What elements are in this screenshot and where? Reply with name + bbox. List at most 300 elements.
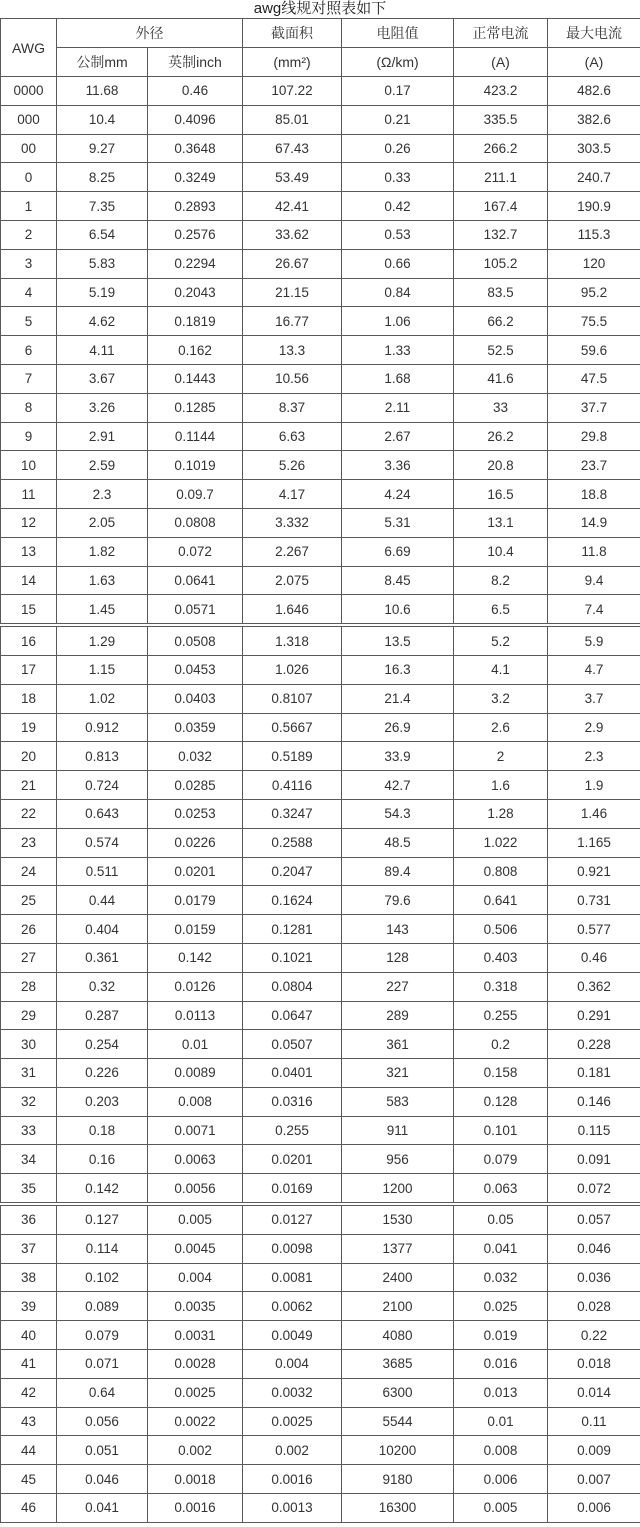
cell-imperial-inch: 0.142 xyxy=(148,943,243,972)
cell-normal-current: 0.008 xyxy=(454,1436,548,1465)
cell-imperial-inch: 0.2043 xyxy=(148,278,243,307)
cell-max-current: 0.046 xyxy=(548,1234,640,1263)
table-row xyxy=(1,799,640,828)
cell-resistance: 2100 xyxy=(342,1292,454,1321)
cell-awg: 00 xyxy=(1,134,57,163)
cell-awg: 000 xyxy=(1,105,57,134)
cell-awg: 7 xyxy=(1,364,57,393)
table-row xyxy=(1,742,640,771)
cell-metric-mm: 0.089 xyxy=(57,1292,148,1321)
cell-normal-current: 0.01 xyxy=(454,1407,548,1436)
cell-resistance: 6.69 xyxy=(342,537,454,566)
cell-metric-mm: 1.82 xyxy=(57,537,148,566)
cell-resistance: 89.4 xyxy=(342,857,454,886)
cell-normal-current: 52.5 xyxy=(454,336,548,365)
cell-metric-mm: 0.046 xyxy=(57,1465,148,1494)
cell-normal-current: 335.5 xyxy=(454,105,548,134)
cell-normal-current: 1.6 xyxy=(454,771,548,800)
cell-normal-current: 66.2 xyxy=(454,307,548,336)
cell-cross-section: 1.026 xyxy=(243,655,342,684)
table-row xyxy=(1,192,640,221)
cell-max-current: 190.9 xyxy=(548,192,640,221)
cell-imperial-inch: 0.09.7 xyxy=(148,480,243,509)
cell-resistance: 9180 xyxy=(342,1465,454,1494)
awg-wire-gauge-table xyxy=(0,18,640,1523)
cell-cross-section: 0.0032 xyxy=(243,1378,342,1407)
cell-max-current: 14.9 xyxy=(548,508,640,537)
table-row xyxy=(1,1321,640,1350)
header-max-current: 最大电流 xyxy=(548,19,640,48)
cell-imperial-inch: 0.0022 xyxy=(148,1407,243,1436)
cell-resistance: 0.53 xyxy=(342,220,454,249)
cell-cross-section: 0.0201 xyxy=(243,1145,342,1174)
table-row xyxy=(1,1263,640,1292)
cell-imperial-inch: 0.0179 xyxy=(148,886,243,915)
cell-metric-mm: 0.102 xyxy=(57,1263,148,1292)
cell-normal-current: 2.6 xyxy=(454,713,548,742)
table-row xyxy=(1,1234,640,1263)
cell-awg: 15 xyxy=(1,595,57,625)
table-row xyxy=(1,1059,640,1088)
cell-normal-current: 0.063 xyxy=(454,1174,548,1204)
cell-resistance: 21.4 xyxy=(342,684,454,713)
cell-normal-current: 0.403 xyxy=(454,943,548,972)
cell-cross-section: 0.0081 xyxy=(243,1263,342,1292)
cell-metric-mm: 0.114 xyxy=(57,1234,148,1263)
cell-max-current: 0.228 xyxy=(548,1030,640,1059)
cell-metric-mm: 0.071 xyxy=(57,1350,148,1379)
cell-normal-current: 211.1 xyxy=(454,163,548,192)
cell-max-current: 75.5 xyxy=(548,307,640,336)
table-row xyxy=(1,655,640,684)
cell-cross-section: 21.15 xyxy=(243,278,342,307)
table-row xyxy=(1,684,640,713)
cell-imperial-inch: 0.0285 xyxy=(148,771,243,800)
header-max-current-unit: (A) xyxy=(548,48,640,77)
cell-max-current: 0.731 xyxy=(548,886,640,915)
cell-awg: 3 xyxy=(1,249,57,278)
cell-imperial-inch: 0.0016 xyxy=(148,1494,243,1523)
table-row xyxy=(1,828,640,857)
cell-resistance: 10.6 xyxy=(342,595,454,625)
cell-cross-section: 0.0647 xyxy=(243,1001,342,1030)
cell-normal-current: 5.2 xyxy=(454,625,548,655)
cell-normal-current: 0.025 xyxy=(454,1292,548,1321)
cell-imperial-inch: 0.002 xyxy=(148,1436,243,1465)
cell-resistance: 0.84 xyxy=(342,278,454,307)
cell-cross-section: 0.0025 xyxy=(243,1407,342,1436)
cell-max-current: 4.7 xyxy=(548,655,640,684)
cell-awg: 4 xyxy=(1,278,57,307)
cell-metric-mm: 9.27 xyxy=(57,134,148,163)
cell-awg: 9 xyxy=(1,422,57,451)
table-row xyxy=(1,249,640,278)
cell-max-current: 0.181 xyxy=(548,1059,640,1088)
cell-metric-mm: 0.643 xyxy=(57,799,148,828)
cell-resistance: 2.67 xyxy=(342,422,454,451)
cell-awg: 44 xyxy=(1,1436,57,1465)
cell-awg: 38 xyxy=(1,1263,57,1292)
cell-max-current: 1.9 xyxy=(548,771,640,800)
cell-max-current: 382.6 xyxy=(548,105,640,134)
table-row xyxy=(1,566,640,595)
cell-resistance: 16.3 xyxy=(342,655,454,684)
cell-normal-current: 0.013 xyxy=(454,1378,548,1407)
cell-resistance: 33.9 xyxy=(342,742,454,771)
cell-cross-section: 0.2588 xyxy=(243,828,342,857)
cell-max-current: 0.146 xyxy=(548,1087,640,1116)
cell-imperial-inch: 0.072 xyxy=(148,537,243,566)
cell-cross-section: 3.332 xyxy=(243,508,342,537)
cell-imperial-inch: 0.0113 xyxy=(148,1001,243,1030)
cell-normal-current: 0.101 xyxy=(454,1116,548,1145)
cell-cross-section: 33.62 xyxy=(243,220,342,249)
cell-awg: 41 xyxy=(1,1350,57,1379)
cell-imperial-inch: 0.0571 xyxy=(148,595,243,625)
cell-awg: 6 xyxy=(1,336,57,365)
cell-imperial-inch: 0.0045 xyxy=(148,1234,243,1263)
cell-max-current: 0.009 xyxy=(548,1436,640,1465)
cell-awg: 42 xyxy=(1,1378,57,1407)
cell-awg: 22 xyxy=(1,799,57,828)
cell-metric-mm: 8.25 xyxy=(57,163,148,192)
cell-resistance: 6300 xyxy=(342,1378,454,1407)
header-imperial-inch: 英制inch xyxy=(148,48,243,77)
table-row xyxy=(1,1204,640,1234)
cell-normal-current: 0.641 xyxy=(454,886,548,915)
cell-resistance: 128 xyxy=(342,943,454,972)
cell-resistance: 13.5 xyxy=(342,625,454,655)
cell-max-current: 0.028 xyxy=(548,1292,640,1321)
cell-resistance: 3685 xyxy=(342,1350,454,1379)
cell-resistance: 10200 xyxy=(342,1436,454,1465)
cell-awg: 35 xyxy=(1,1174,57,1204)
cell-metric-mm: 2.05 xyxy=(57,508,148,537)
cell-resistance: 361 xyxy=(342,1030,454,1059)
cell-awg: 31 xyxy=(1,1059,57,1088)
cell-resistance: 0.26 xyxy=(342,134,454,163)
header-normal-current: 正常电流 xyxy=(454,19,548,48)
cell-resistance: 0.42 xyxy=(342,192,454,221)
cell-metric-mm: 1.63 xyxy=(57,566,148,595)
cell-awg: 23 xyxy=(1,828,57,857)
cell-max-current: 37.7 xyxy=(548,393,640,422)
cell-resistance: 0.66 xyxy=(342,249,454,278)
cell-metric-mm: 0.361 xyxy=(57,943,148,972)
table-row xyxy=(1,1436,640,1465)
cell-normal-current: 0.158 xyxy=(454,1059,548,1088)
cell-cross-section: 0.002 xyxy=(243,1436,342,1465)
cell-cross-section: 0.1021 xyxy=(243,943,342,972)
cell-normal-current: 266.2 xyxy=(454,134,548,163)
cell-imperial-inch: 0.1144 xyxy=(148,422,243,451)
cell-cross-section: 0.0316 xyxy=(243,1087,342,1116)
cell-cross-section: 0.1624 xyxy=(243,886,342,915)
table-row xyxy=(1,771,640,800)
cell-max-current: 115.3 xyxy=(548,220,640,249)
cell-normal-current: 0.041 xyxy=(454,1234,548,1263)
cell-normal-current: 0.079 xyxy=(454,1145,548,1174)
cell-metric-mm: 3.26 xyxy=(57,393,148,422)
cell-metric-mm: 2.59 xyxy=(57,451,148,480)
cell-max-current: 95.2 xyxy=(548,278,640,307)
cell-resistance: 42.7 xyxy=(342,771,454,800)
cell-metric-mm: 0.64 xyxy=(57,1378,148,1407)
cell-awg: 34 xyxy=(1,1145,57,1174)
cell-metric-mm: 0.813 xyxy=(57,742,148,771)
cell-metric-mm: 0.056 xyxy=(57,1407,148,1436)
cell-max-current: 240.7 xyxy=(548,163,640,192)
cell-imperial-inch: 0.0403 xyxy=(148,684,243,713)
cell-cross-section: 0.8107 xyxy=(243,684,342,713)
cell-resistance: 4.24 xyxy=(342,480,454,509)
cell-max-current: 1.46 xyxy=(548,799,640,828)
cell-normal-current: 13.1 xyxy=(454,508,548,537)
cell-imperial-inch: 0.2576 xyxy=(148,220,243,249)
header-row-2 xyxy=(1,48,640,77)
cell-awg: 30 xyxy=(1,1030,57,1059)
cell-metric-mm: 1.02 xyxy=(57,684,148,713)
cell-max-current: 11.8 xyxy=(548,537,640,566)
cell-normal-current: 83.5 xyxy=(454,278,548,307)
cell-max-current: 9.4 xyxy=(548,566,640,595)
cell-metric-mm: 0.18 xyxy=(57,1116,148,1145)
cell-resistance: 48.5 xyxy=(342,828,454,857)
cell-resistance: 3.36 xyxy=(342,451,454,480)
table-row xyxy=(1,886,640,915)
table-row xyxy=(1,972,640,1001)
cell-normal-current: 16.5 xyxy=(454,480,548,509)
cell-metric-mm: 0.912 xyxy=(57,713,148,742)
cell-cross-section: 16.77 xyxy=(243,307,342,336)
cell-cross-section: 0.0401 xyxy=(243,1059,342,1088)
cell-metric-mm: 0.287 xyxy=(57,1001,148,1030)
table-body xyxy=(1,77,640,1523)
cell-max-current: 0.006 xyxy=(548,1494,640,1523)
cell-imperial-inch: 0.0071 xyxy=(148,1116,243,1145)
cell-cross-section: 0.2047 xyxy=(243,857,342,886)
cell-awg: 19 xyxy=(1,713,57,742)
cell-cross-section: 0.004 xyxy=(243,1350,342,1379)
cell-metric-mm: 2.3 xyxy=(57,480,148,509)
cell-imperial-inch: 0.2294 xyxy=(148,249,243,278)
cell-max-current: 0.007 xyxy=(548,1465,640,1494)
table-row xyxy=(1,134,640,163)
cell-metric-mm: 3.67 xyxy=(57,364,148,393)
table-row xyxy=(1,1407,640,1436)
cell-normal-current: 167.4 xyxy=(454,192,548,221)
cell-cross-section: 13.3 xyxy=(243,336,342,365)
cell-normal-current: 10.4 xyxy=(454,537,548,566)
cell-imperial-inch: 0.0063 xyxy=(148,1145,243,1174)
cell-normal-current: 41.6 xyxy=(454,364,548,393)
cell-imperial-inch: 0.0201 xyxy=(148,857,243,886)
table-row xyxy=(1,713,640,742)
cell-max-current: 23.7 xyxy=(548,451,640,480)
table-row xyxy=(1,220,640,249)
table-row xyxy=(1,1145,640,1174)
table-row xyxy=(1,1292,640,1321)
cell-metric-mm: 0.404 xyxy=(57,915,148,944)
cell-awg: 29 xyxy=(1,1001,57,1030)
cell-normal-current: 4.1 xyxy=(454,655,548,684)
cell-cross-section: 85.01 xyxy=(243,105,342,134)
cell-awg: 21 xyxy=(1,771,57,800)
cell-imperial-inch: 0.0035 xyxy=(148,1292,243,1321)
cell-imperial-inch: 0.4096 xyxy=(148,105,243,134)
cell-normal-current: 0.032 xyxy=(454,1263,548,1292)
header-awg: AWG xyxy=(1,19,57,77)
cell-resistance: 0.33 xyxy=(342,163,454,192)
cell-imperial-inch: 0.0808 xyxy=(148,508,243,537)
header-metric-mm: 公制mm xyxy=(57,48,148,77)
cell-resistance: 911 xyxy=(342,1116,454,1145)
cell-imperial-inch: 0.162 xyxy=(148,336,243,365)
table-row xyxy=(1,1378,640,1407)
cell-max-current: 0.091 xyxy=(548,1145,640,1174)
cell-max-current: 303.5 xyxy=(548,134,640,163)
cell-imperial-inch: 0.0028 xyxy=(148,1350,243,1379)
cell-normal-current: 0.006 xyxy=(454,1465,548,1494)
cell-resistance: 1377 xyxy=(342,1234,454,1263)
cell-metric-mm: 0.041 xyxy=(57,1494,148,1523)
cell-normal-current: 0.808 xyxy=(454,857,548,886)
table-row xyxy=(1,625,640,655)
cell-normal-current: 8.2 xyxy=(454,566,548,595)
cell-metric-mm: 4.62 xyxy=(57,307,148,336)
cell-resistance: 321 xyxy=(342,1059,454,1088)
table-row xyxy=(1,1001,640,1030)
cell-resistance: 79.6 xyxy=(342,886,454,915)
cell-metric-mm: 11.68 xyxy=(57,77,148,106)
cell-cross-section: 5.26 xyxy=(243,451,342,480)
cell-cross-section: 2.075 xyxy=(243,566,342,595)
header-cross-section: 截面积 xyxy=(243,19,342,48)
cell-normal-current: 0.05 xyxy=(454,1204,548,1234)
table-row xyxy=(1,1116,640,1145)
header-resistance: 电阻值 xyxy=(342,19,454,48)
cell-normal-current: 26.2 xyxy=(454,422,548,451)
table-row xyxy=(1,278,640,307)
table-row xyxy=(1,1087,640,1116)
cell-metric-mm: 7.35 xyxy=(57,192,148,221)
cell-metric-mm: 6.54 xyxy=(57,220,148,249)
cell-imperial-inch: 0.0159 xyxy=(148,915,243,944)
cell-max-current: 0.921 xyxy=(548,857,640,886)
cell-normal-current: 0.005 xyxy=(454,1494,548,1523)
cell-normal-current: 2 xyxy=(454,742,548,771)
cell-resistance: 8.45 xyxy=(342,566,454,595)
cell-awg: 0 xyxy=(1,163,57,192)
cell-resistance: 1.33 xyxy=(342,336,454,365)
table-row xyxy=(1,163,640,192)
header-resistance-unit: (Ω/km) xyxy=(342,48,454,77)
table-row xyxy=(1,422,640,451)
cell-imperial-inch: 0.0025 xyxy=(148,1378,243,1407)
cell-awg: 26 xyxy=(1,915,57,944)
cell-imperial-inch: 0.0453 xyxy=(148,655,243,684)
cell-imperial-inch: 0.3648 xyxy=(148,134,243,163)
cell-metric-mm: 10.4 xyxy=(57,105,148,134)
cell-max-current: 482.6 xyxy=(548,77,640,106)
cell-cross-section: 2.267 xyxy=(243,537,342,566)
cell-cross-section: 53.49 xyxy=(243,163,342,192)
cell-imperial-inch: 0.0226 xyxy=(148,828,243,857)
cell-resistance: 143 xyxy=(342,915,454,944)
cell-resistance: 956 xyxy=(342,1145,454,1174)
cell-max-current: 0.22 xyxy=(548,1321,640,1350)
cell-imperial-inch: 0.004 xyxy=(148,1263,243,1292)
cell-max-current: 29.8 xyxy=(548,422,640,451)
cell-max-current: 59.6 xyxy=(548,336,640,365)
cell-metric-mm: 0.32 xyxy=(57,972,148,1001)
cell-awg: 14 xyxy=(1,566,57,595)
cell-cross-section: 107.22 xyxy=(243,77,342,106)
cell-normal-current: 0.2 xyxy=(454,1030,548,1059)
cell-awg: 46 xyxy=(1,1494,57,1523)
cell-resistance: 227 xyxy=(342,972,454,1001)
cell-resistance: 583 xyxy=(342,1087,454,1116)
table-row xyxy=(1,393,640,422)
cell-metric-mm: 2.91 xyxy=(57,422,148,451)
cell-normal-current: 423.2 xyxy=(454,77,548,106)
cell-imperial-inch: 0.1443 xyxy=(148,364,243,393)
table-row xyxy=(1,508,640,537)
table-row xyxy=(1,943,640,972)
cell-cross-section: 0.0062 xyxy=(243,1292,342,1321)
cell-normal-current: 0.255 xyxy=(454,1001,548,1030)
cell-awg: 32 xyxy=(1,1087,57,1116)
cell-max-current: 7.4 xyxy=(548,595,640,625)
cell-metric-mm: 1.45 xyxy=(57,595,148,625)
cell-cross-section: 0.0804 xyxy=(243,972,342,1001)
cell-normal-current: 0.506 xyxy=(454,915,548,944)
cell-metric-mm: 0.226 xyxy=(57,1059,148,1088)
cell-normal-current: 33 xyxy=(454,393,548,422)
cell-metric-mm: 1.29 xyxy=(57,625,148,655)
cell-imperial-inch: 0.3249 xyxy=(148,163,243,192)
table-row xyxy=(1,1174,640,1204)
table-row xyxy=(1,1350,640,1379)
cell-cross-section: 0.5189 xyxy=(243,742,342,771)
cell-cross-section: 10.56 xyxy=(243,364,342,393)
cell-cross-section: 0.0049 xyxy=(243,1321,342,1350)
cell-awg: 27 xyxy=(1,943,57,972)
cell-max-current: 5.9 xyxy=(548,625,640,655)
cell-max-current: 120 xyxy=(548,249,640,278)
cell-awg: 39 xyxy=(1,1292,57,1321)
cell-normal-current: 132.7 xyxy=(454,220,548,249)
cell-max-current: 18.8 xyxy=(548,480,640,509)
cell-awg: 43 xyxy=(1,1407,57,1436)
table-row xyxy=(1,105,640,134)
cell-cross-section: 1.318 xyxy=(243,625,342,655)
cell-normal-current: 105.2 xyxy=(454,249,548,278)
cell-awg: 8 xyxy=(1,393,57,422)
cell-max-current: 0.072 xyxy=(548,1174,640,1204)
cell-max-current: 2.9 xyxy=(548,713,640,742)
cell-awg: 25 xyxy=(1,886,57,915)
cell-awg: 20 xyxy=(1,742,57,771)
cell-metric-mm: 4.11 xyxy=(57,336,148,365)
cell-max-current: 1.165 xyxy=(548,828,640,857)
cell-resistance: 289 xyxy=(342,1001,454,1030)
header-cross-section-unit: (mm²) xyxy=(243,48,342,77)
cell-metric-mm: 5.19 xyxy=(57,278,148,307)
cell-imperial-inch: 0.01 xyxy=(148,1030,243,1059)
cell-max-current: 0.057 xyxy=(548,1204,640,1234)
cell-metric-mm: 0.203 xyxy=(57,1087,148,1116)
